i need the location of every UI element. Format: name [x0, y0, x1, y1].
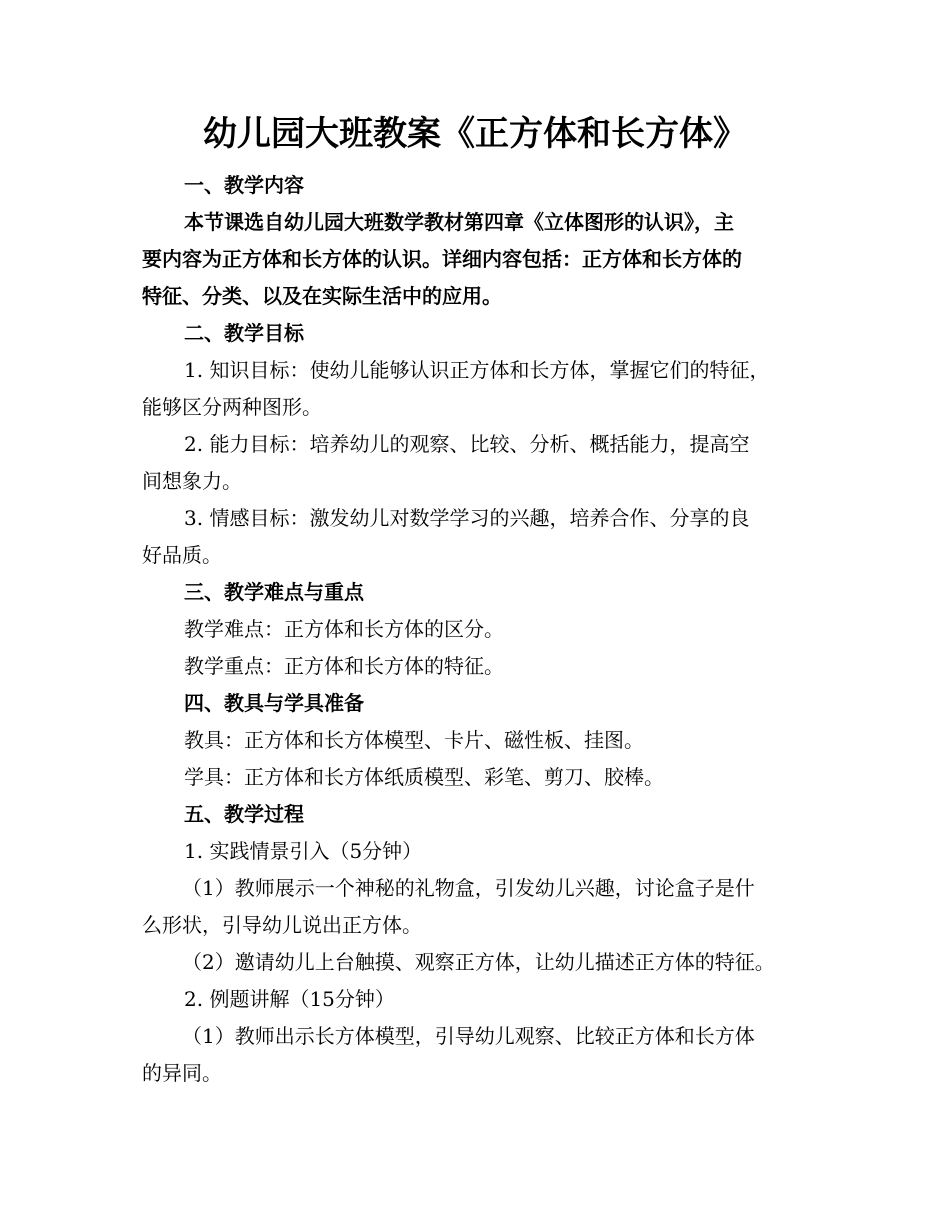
paragraph-line: 教学重点：正方体和长方体的特征。 — [184, 654, 504, 678]
section-heading-2: 二、教学目标 — [184, 321, 304, 345]
section-heading-3: 三、教学难点与重点 — [184, 580, 364, 604]
paragraph-line: 学具：正方体和长方体纸质模型、彩笔、剪刀、胶棒。 — [184, 765, 664, 789]
paragraph-line: 3. 情感目标：激发幼儿对数学学习的兴趣，培养合作、分享的良 — [184, 506, 750, 530]
paragraph-line: 要内容为正方体和长方体的认识。详细内容包括：正方体和长方体的 — [142, 247, 742, 271]
paragraph-line: 么形状，引导幼儿说出正方体。 — [142, 913, 422, 937]
paragraph-line: （2）邀请幼儿上台触摸、观察正方体，让幼儿描述正方体的特征。 — [182, 950, 775, 974]
paragraph-line: 2. 例题讲解（15分钟） — [184, 987, 395, 1011]
paragraph-line: （1）教师出示长方体模型，引导幼儿观察、比较正方体和长方体 — [182, 1024, 755, 1048]
paragraph-line: （1）教师展示一个神秘的礼物盒，引发幼儿兴趣，讨论盒子是什 — [182, 876, 755, 900]
paragraph-line: 1. 实践情景引入（5分钟） — [184, 839, 423, 863]
paragraph-line: 本节课选自幼儿园大班数学教材第四章《立体图形的认识》，主 — [184, 210, 734, 234]
paragraph-line: 1. 知识目标：使幼儿能够认识正方体和长方体，掌握它们的特征， — [184, 358, 770, 382]
paragraph-line: 的异同。 — [142, 1061, 222, 1085]
section-heading-5: 五、教学过程 — [184, 802, 304, 826]
section-heading-4: 四、教具与学具准备 — [184, 691, 364, 715]
paragraph-line: 2. 能力目标：培养幼儿的观察、比较、分析、概括能力，提高空 — [184, 432, 750, 456]
section-heading-1: 一、教学内容 — [184, 173, 304, 197]
paragraph-line: 特征、分类、以及在实际生活中的应用。 — [142, 284, 502, 308]
paragraph-line: 好品质。 — [142, 543, 222, 567]
paragraph-line: 教具：正方体和长方体模型、卡片、磁性板、挂图。 — [184, 728, 644, 752]
paragraph-line: 能够区分两种图形。 — [142, 395, 322, 419]
paragraph-line: 教学难点：正方体和长方体的区分。 — [184, 617, 504, 641]
paragraph-line: 间想象力。 — [142, 469, 242, 493]
document-title: 幼儿园大班教案《正方体和长方体》 — [203, 114, 747, 154]
